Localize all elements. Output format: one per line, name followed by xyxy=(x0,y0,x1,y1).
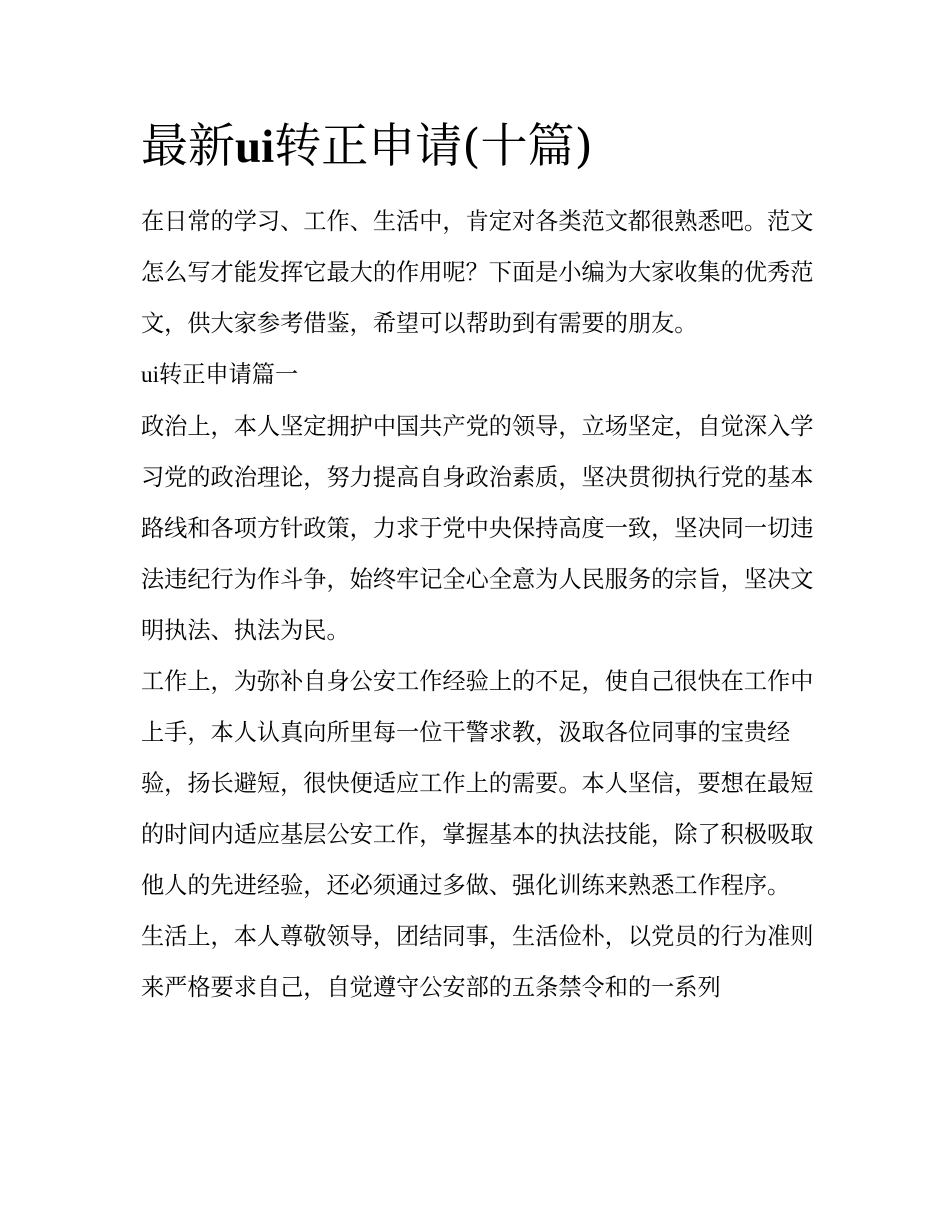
title-suffix: 转正申请(十篇) xyxy=(274,119,593,174)
section-heading-latin: ui xyxy=(141,362,160,388)
paragraph-politics: 政治上，本人坚定拥护中国共产党的领导，立场坚定，自觉深入学习党的政治理论，努力提高自身政治素质，坚决贯彻执行党的基本路线和各项方针政策，力求于党中央保持高度一致，坚决同一切违法违纪行为作斗争，始终牢记全心全意为人民服务的宗旨，坚决文明执法、执法为民。 xyxy=(141,413,814,644)
intro-paragraph: 在日常的学习、工作、生活中，肯定对各类范文都很熟悉吧。范文怎么写才能发挥它最大的作用呢？下面是小编为大家收集的优秀范文，供大家参考借鉴，希望可以帮助到有需要的朋友。 xyxy=(141,208,814,337)
paragraph-work: 工作上，为弥补自身公安工作经验上的不足，使自己很快在工作中上手，本人认真向所里每一位干警求教，汲取各位同事的宝贵经验，扬长避短，很快便适应工作上的需要。本人坚信，要想在最短的时间内适应基层公安工作，掌握基本的执法技能，除了积极吸取他人的先进经验，还必须通过多做、强化训练来熟悉工作程序。 xyxy=(141,668,814,899)
section-heading xyxy=(141,349,815,401)
title-prefix: 最新 xyxy=(141,119,235,174)
paragraph-life: 生活上，本人尊敬领导，团结同事，生活俭朴，以党员的行为准则来严格要求自己，自觉遵守公安部的五条禁令和的一系列 xyxy=(141,923,814,1001)
section-heading-suffix: 转正申请篇一 xyxy=(159,361,299,388)
document-body xyxy=(141,112,815,1013)
document-title xyxy=(141,112,815,182)
title-latin: ui xyxy=(235,121,275,173)
